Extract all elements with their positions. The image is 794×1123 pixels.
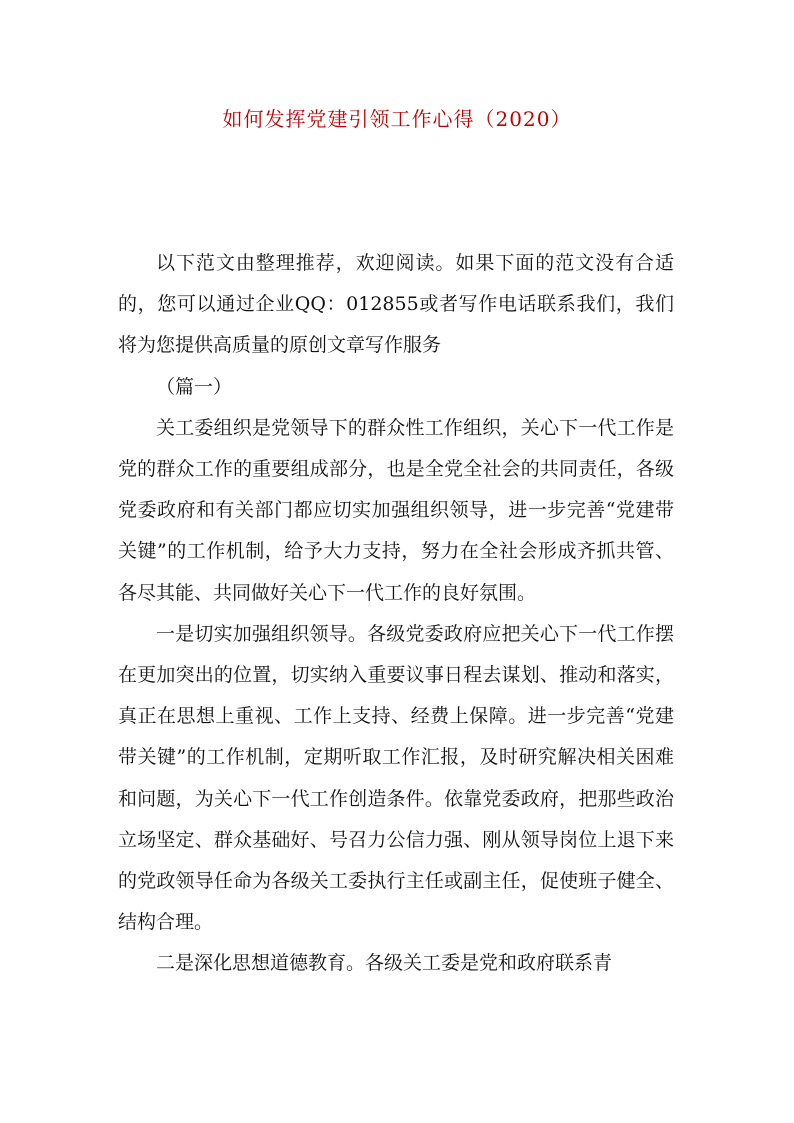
intro-paragraph: 以下范文由整理推荐，欢迎阅读。如果下面的范文没有合适的，您可以通过企业QQ：012855或者写作电话联系我们，我们将为您提供高质量的原创文章写作服务 bbox=[118, 252, 674, 357]
section-heading: （篇一） bbox=[156, 375, 233, 398]
body-paragraph: 二是深化思想道德教育。各级关工委是党和政府联系青 bbox=[156, 952, 613, 975]
document-title: 如何发挥党建引领工作心得（2020） bbox=[222, 107, 572, 131]
body-paragraph: 一是切实加强组织领导。各级党委政府应把关心下一代工作摆在更加突出的位置，切实纳入重要议事日程去谋划、推动和落实，真正在思想上重视、工作上支持、经费上保障。进一步完善“党建带关键”的工作机制，定期听取工作汇报，及时研究解决相关困难和问题，为关心下一代工作创造条件。依靠党委政府，把那些政治立场坚定、群众基础好、号召力公信力强、刚从领导岗位上退下来的党政领导任命为各级关工委执行主任或副主任，促使班子健全、结构合理。 bbox=[118, 622, 674, 934]
document-body bbox=[118, 243, 674, 985]
body-paragraph: 关工委组织是党领导下的群众性工作组织，关心下一代工作是党的群众工作的重要组成部分，也是全党全社会的共同责任，各级党委政府和有关部门都应切实加强组织领导，进一步完善“党建带关键”的工作机制，给予大力支持，努力在全社会形成齐抓共管、各尽其能、共同做好关心下一代工作的良好氛围。 bbox=[118, 416, 674, 604]
